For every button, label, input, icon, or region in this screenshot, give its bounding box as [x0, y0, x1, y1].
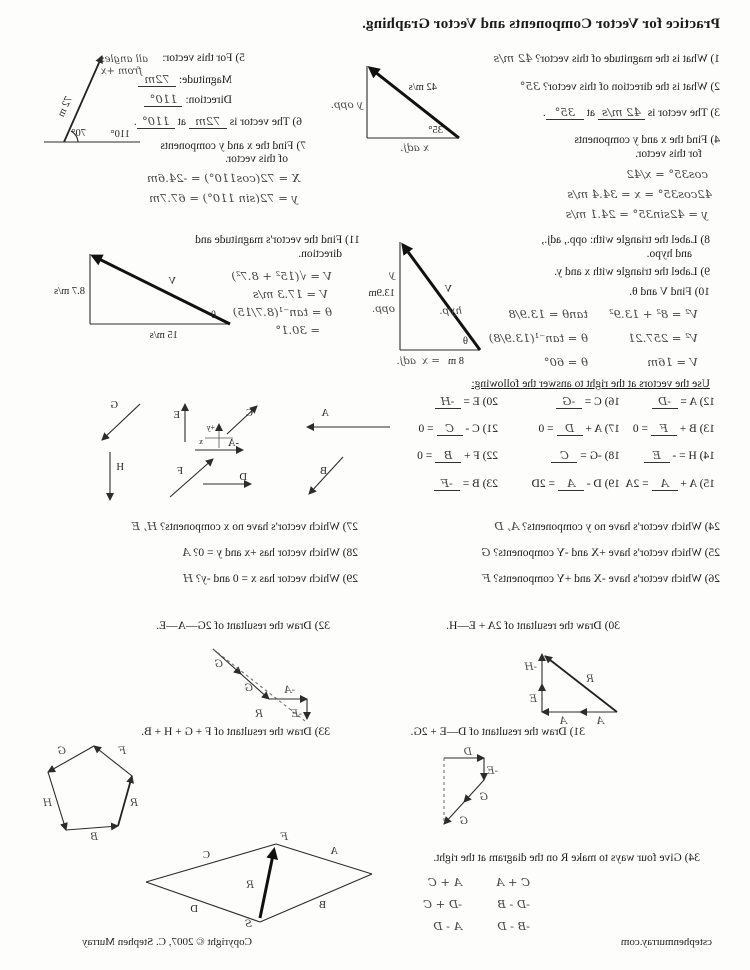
work-11-l3: θ = tan⁻¹(8.7/15): [232, 305, 332, 319]
answer-16: -G: [556, 396, 582, 409]
work-10-c2-l1: tanθ = 13.9/8: [508, 307, 588, 321]
question-5: 5) For this vector:: [162, 52, 245, 64]
h-label: H: [42, 797, 52, 809]
work-10-c2-l3: θ = 60°: [543, 355, 588, 369]
finish-label: F: [280, 831, 288, 843]
question-12: [652, 396, 715, 409]
answer-25: G: [481, 545, 491, 559]
q26-text: 26) Which vector's have -X and +Y components?: [493, 573, 720, 585]
question-4-line2: for this vector.: [635, 148, 702, 160]
question-31: 31) Draw the resultant of D—E + 2G.: [410, 726, 585, 738]
question-24: [494, 520, 720, 534]
q25-text: 25) Which vector's have +X and -Y components?: [493, 547, 720, 559]
triangle-diagram-q10: [353, 230, 488, 368]
r-label: R: [255, 708, 263, 720]
d-label: D: [463, 746, 472, 758]
angle-label: 35°: [428, 125, 443, 136]
footer-copyright: Copyright © 2007, C. Stephen Murray: [82, 936, 252, 948]
resultant-r-arrow: [260, 850, 274, 918]
question-25: [481, 546, 720, 560]
question-16: [556, 396, 620, 409]
work-7-line1: X = 72(cos110°) = -24.6m: [146, 171, 300, 185]
q15-pre: 15) A +: [680, 478, 715, 490]
question-26: [482, 572, 720, 586]
question-19: [532, 478, 620, 491]
answer-29: H: [182, 571, 193, 585]
c-label: C: [202, 850, 210, 861]
question-4-line1: 4) Find the x and y components: [574, 134, 720, 146]
answer-20: -H: [435, 396, 461, 409]
opposite-label: y opp.: [330, 99, 363, 111]
vector-c-label: C: [245, 408, 253, 419]
answer-27: H, E: [131, 519, 158, 533]
r-label: R: [130, 797, 138, 809]
work-10-c1-l2: V² = 257.21: [627, 331, 698, 345]
angle-70-label: 70°: [71, 128, 86, 139]
hypotenuse-label: 42 m/s: [408, 82, 437, 93]
vector-v-arrow: [93, 256, 230, 324]
adj-length-label: 8 m: [447, 356, 464, 367]
magnitude-answer: 72m: [138, 74, 176, 87]
direction-answer: 110°: [145, 94, 183, 107]
theta-label: θ: [462, 336, 468, 347]
q19-pre: 19) D -: [586, 478, 620, 490]
question-17: [539, 423, 620, 436]
answer-22: B: [435, 450, 461, 463]
adjacent-label: x adj.: [400, 142, 429, 154]
answer-14: E: [644, 450, 670, 463]
question-15: [625, 478, 715, 491]
question-8-line2: and hypo.: [646, 248, 692, 260]
question-30: 30) Draw the resultant of 2A + E—H.: [446, 620, 620, 632]
vector-v-arrow: [403, 245, 480, 350]
question-20: [435, 396, 498, 409]
use-vectors-instruction: Use the vectors at the right to answer the following:: [471, 378, 710, 390]
work-11-l4: = 30.1°: [275, 323, 320, 337]
magnitude-label: Magnitude:: [178, 74, 232, 86]
question-7-line2: of this vector.: [225, 153, 288, 165]
question-2-text: 2) What is the direction of this vector?: [542, 81, 720, 93]
neg-e-label: -E: [290, 708, 302, 720]
g1-label: G: [479, 791, 488, 803]
question-6-text: 6) The vector is: [229, 116, 302, 128]
v-label: V: [444, 284, 452, 295]
vector-d-label: D: [239, 472, 247, 483]
answer-21: C: [437, 423, 463, 436]
answer-3-magnitude: 42 m/s: [598, 107, 645, 120]
question-1-text: 1) What is the magnitude of this vector?: [535, 53, 720, 65]
question-34: 34) Give four ways to make R on the diagram at the right.: [433, 852, 700, 864]
resultant-arrow: [545, 656, 617, 712]
opp-label: 8.7 m/s: [54, 286, 85, 297]
question-6: [134, 116, 302, 129]
question-27: [131, 520, 358, 534]
question-14: [644, 450, 715, 463]
vector-b-label: B: [319, 466, 327, 477]
vector-f-label: F: [177, 466, 183, 477]
hypotenuse-vector-arrow: [370, 68, 459, 138]
q22-post: = 0: [417, 450, 433, 462]
work-1-line1: cos35° = x/42: [626, 167, 708, 181]
v-label: V: [168, 276, 176, 287]
work-1-line2: 42cos35° = x = 34.4 m/s: [567, 187, 712, 201]
r-label: R: [246, 879, 254, 891]
hyp-label: hyp.: [439, 305, 462, 317]
work-10-c1-l1: V² = 8² + 13.9²: [609, 307, 698, 321]
vector-f-arrow: [170, 459, 213, 497]
d-label: D: [190, 904, 198, 915]
neg-h-label: -H: [524, 661, 537, 673]
q16-pre: 16) C =: [584, 396, 620, 408]
way-3: -D - B: [497, 897, 530, 911]
answer-12: -D: [652, 396, 678, 409]
adj-label: 15 m/s: [149, 330, 178, 341]
way-5: -B - D: [497, 919, 530, 933]
question-21: [419, 423, 498, 436]
way-4: -D + C: [423, 897, 462, 911]
answer-17: D: [557, 423, 583, 436]
length-72m-label: 72 m: [56, 94, 75, 119]
x-axis-label: x: [199, 437, 203, 446]
magnitude-row: [138, 74, 232, 87]
adj-eq-label: = x: [421, 355, 440, 367]
work-10-c2-l2: θ = tan⁻¹(13.9/8): [488, 331, 588, 345]
a1-label: A: [596, 715, 604, 727]
answer-2: 35°: [519, 79, 541, 93]
answer-23: -F: [434, 478, 460, 491]
plus-y-label: +y: [206, 423, 215, 432]
answer-1: 42 m/s: [493, 51, 533, 65]
work-1-line3: y = 42sin35° = 24.1 m/s: [565, 207, 708, 221]
q19-post: = 2D: [531, 478, 556, 490]
answer-19: A: [558, 478, 584, 491]
q21-post: = 0: [418, 423, 434, 435]
answer-6-direction: 110°: [137, 116, 175, 129]
question-3-period: .: [542, 107, 546, 119]
q29-text: 29) Which vector has x = 0 and -y?: [195, 573, 358, 585]
q17-post: = 0: [538, 423, 554, 435]
question-11-line2: direction.: [298, 248, 342, 260]
direction-label: Direction:: [185, 94, 232, 106]
vector-e-label: E: [173, 410, 180, 421]
answer-28: A: [182, 545, 191, 559]
edge-d: [146, 882, 260, 922]
f-arrow: [94, 746, 132, 776]
q28-text: 28) Which vector has +x and y = 0?: [193, 547, 358, 559]
angle-110-label: 110°: [110, 129, 130, 140]
g-label: G: [57, 745, 66, 757]
work-11-l1: V = √(15² + 8.7²): [231, 269, 332, 283]
e-label: E: [529, 693, 537, 705]
g1-label: G: [214, 658, 223, 670]
a2-label: A: [559, 715, 567, 727]
triangle-diagram-q1: [317, 48, 467, 156]
question-13: [633, 423, 715, 436]
q18-pre: 18) -G =: [580, 450, 620, 462]
triangle-diagram-q11: [38, 244, 238, 344]
r-label: R: [586, 673, 594, 685]
question-8-line1: 8) Label the triangle with: opp., adj.,: [541, 234, 710, 246]
question-29: [183, 572, 358, 586]
direction-row: [145, 94, 233, 107]
note-line2: from +x: [100, 66, 142, 77]
q13-post: = 0: [632, 423, 648, 435]
answer-24: A, D: [494, 519, 520, 533]
question-6-mid: at: [177, 116, 186, 128]
question-32: 32) Draw the resultant of 2G—A—E.: [156, 620, 330, 632]
g-arrow: [48, 746, 94, 772]
way-1: C + A: [495, 875, 530, 889]
question-18: [551, 450, 620, 463]
q24-text: 24) Which vector's have no y components?: [522, 521, 720, 533]
start-label: S: [244, 918, 252, 930]
vector-reference-diagram: [65, 392, 395, 512]
vector-neg-a-label: -A: [227, 438, 239, 449]
edge-a: [276, 844, 372, 874]
resultant-diagram-q32: [203, 643, 315, 725]
question-22: [417, 450, 498, 463]
g2-label: G: [459, 815, 468, 827]
b-label: B: [318, 900, 326, 911]
question-3-mid: at: [586, 107, 595, 119]
work-7-line2: y = 72(sin 110°) = 67.7m: [149, 191, 298, 205]
question-3: [543, 107, 720, 120]
answer-6-magnitude: 72m: [189, 116, 227, 129]
vector-g-label: G: [110, 400, 118, 411]
question-23: [434, 478, 498, 491]
q20-pre: 20) E =: [463, 396, 498, 408]
answer-26: F: [482, 571, 491, 585]
theta-label: θ: [210, 310, 216, 321]
edge-b: [260, 874, 372, 922]
opp-label: opp.: [371, 303, 395, 315]
way-6: A - D: [433, 919, 462, 933]
y-label: y: [389, 269, 395, 281]
answer-18: C: [551, 450, 577, 463]
work-11-l2: V = 17.3 m/s: [252, 287, 328, 301]
question-10: 10) Find V and θ.: [629, 286, 710, 298]
q21-pre: 21) C -: [465, 423, 498, 435]
vector-g-arrow: [102, 404, 140, 440]
parallelogram-diagram-q34: [133, 830, 378, 930]
question-3-text: 3) The vector is: [647, 107, 720, 119]
q13-pre: 13) B +: [679, 423, 715, 435]
question-1: [493, 52, 720, 66]
q17-pre: 17) A +: [585, 423, 620, 435]
question-7-line1: 7) Find the x and y components: [160, 140, 306, 152]
vector-a-label: A: [321, 408, 329, 419]
q14-pre: 14) H = -: [672, 450, 715, 462]
a-label: A: [330, 846, 338, 857]
adj-label: adj.: [396, 355, 416, 367]
footer-website: cstephenmurray.com: [620, 936, 712, 948]
question-28: [182, 546, 358, 560]
q22-pre: 22) F +: [464, 450, 498, 462]
question-33: 33) Draw the resultant of F + G + H + B.: [141, 726, 330, 738]
question-6-period: .: [133, 116, 137, 128]
way-2: A + C: [427, 875, 462, 889]
question-9: 9) Label the triangle with x and y.: [554, 266, 710, 278]
opp-length-label: 13.9m: [368, 288, 395, 299]
vector-h-label: H: [116, 462, 124, 473]
edge-c: [146, 844, 276, 882]
resultant-diagram-q30: [510, 640, 622, 728]
resultant-diagram-q33: [38, 740, 138, 842]
q12-pre: 12) A =: [680, 396, 715, 408]
note-line1: all angles: [99, 54, 148, 65]
question-2: [520, 80, 720, 94]
b-label: B: [90, 831, 98, 843]
resultant-diagram-q31: [422, 748, 522, 838]
answer-15: A: [652, 478, 678, 491]
answer-13: F: [651, 423, 677, 436]
vector-110-diagram: [37, 46, 142, 158]
page-title: Practice for Vector Components and Vector Graphing.: [361, 16, 720, 32]
g2-label: G: [244, 682, 253, 694]
neg-e-label: -E: [486, 765, 498, 777]
q27-text: 27) Which vector's have no x components?: [160, 521, 358, 533]
b-arrow: [66, 826, 118, 830]
work-10-c1-l3: V = 16m: [647, 355, 698, 369]
neg-a-label: -A: [283, 684, 295, 696]
question-11-line1: 11) Find the vector's magnitude and: [195, 234, 360, 246]
q15-post: = 2A: [625, 478, 649, 490]
f-label: F: [118, 745, 126, 757]
q23-pre: 23) B =: [462, 478, 498, 490]
answer-3-direction: 35°: [546, 107, 584, 120]
